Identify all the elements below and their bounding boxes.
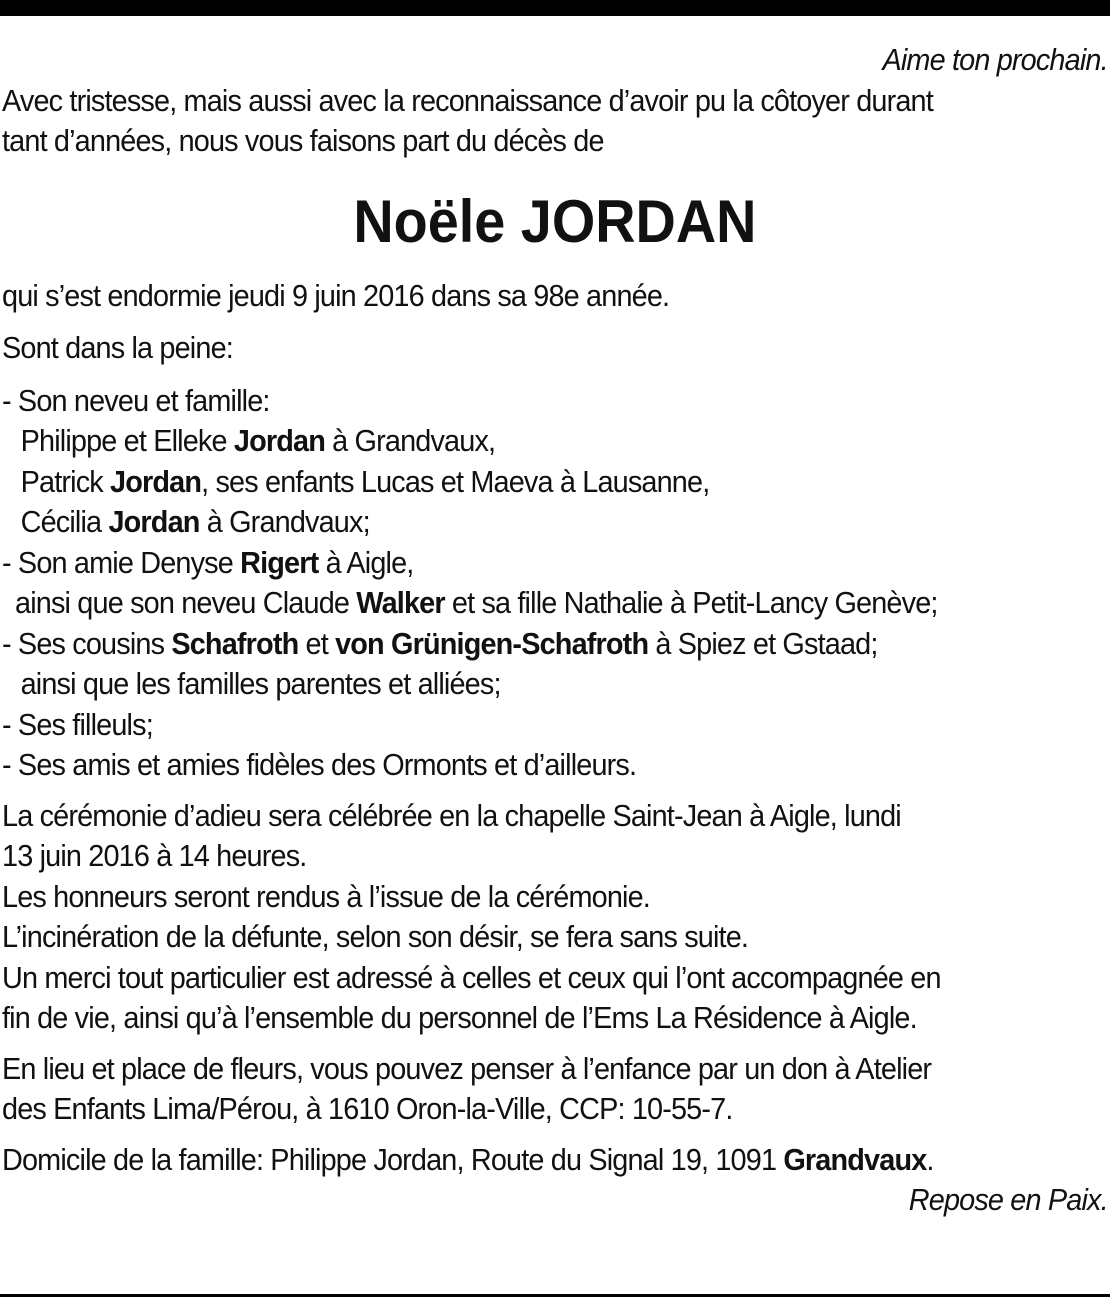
ceremony-line-4: L’incinération de la défunte, selon son désir, se fera sans suite. <box>2 919 749 954</box>
donation-paragraph <box>2 1049 1108 1130</box>
death-notice: qui s’est endormie jeudi 9 juin 2016 dans sa 98e année. <box>2 277 670 313</box>
family-line-relatives: ainsi que les familles parentes et alliées; <box>20 666 501 701</box>
ceremony-paragraph <box>2 796 1108 1039</box>
nephew-heading: - Son neveu et famille: <box>2 382 270 418</box>
intro-line-1: Avec tristesse, mais aussi avec la reconnaissance d’avoir pu la côtoyer durant <box>2 82 933 118</box>
family-list <box>2 381 1108 786</box>
intro-line-2: tant d’années, nous vous faisons part du décès de <box>2 123 604 158</box>
family-line-friends: - Ses amis et amies fidèles des Ormonts et d’ailleurs. <box>2 747 637 782</box>
obituary-notice <box>2 40 1108 1221</box>
bottom-border-rule <box>0 1294 1110 1297</box>
family-line-friend: - Son amie Denyse Rigert à Aigle, <box>2 544 414 580</box>
family-line-cecilia: Cécilia Jordan à Grandvaux; <box>20 504 370 539</box>
ceremony-line-2: 13 juin 2016 à 14 heures. <box>2 838 307 873</box>
family-line-cousins: - Ses cousins Schafroth et von Grünigen-Schafroth à Spiez et Gstaad; <box>2 625 878 661</box>
motto-bottom: Repose en Paix. <box>908 1182 1108 1217</box>
deceased-name: Noële JORDAN <box>353 187 757 255</box>
mourners-heading: Sont dans la peine: <box>2 330 233 365</box>
ceremony-line-5: Un merci tout particulier est adressé à celles et ceux qui l’ont accompagnée en <box>2 959 941 995</box>
ceremony-line-3: Les honneurs seront rendus à l’issue de la cérémonie. <box>2 878 650 914</box>
family-line-godchildren: - Ses filleuls; <box>2 706 153 742</box>
family-line-philippe: Philippe et Elleke Jordan à Grandvaux, <box>20 423 496 458</box>
family-line-patrick: Patrick Jordan, ses enfants Lucas et Maeva à Lausanne, <box>20 463 710 499</box>
ceremony-line-1: La cérémonie d’adieu sera célébrée en la chapelle Saint-Jean à Aigle, lundi <box>2 797 901 833</box>
donation-line-2: des Enfants Lima/Pérou, à 1610 Oron-la-Ville, CCP: 10-55-7. <box>2 1091 733 1126</box>
family-domicile: Domicile de la famille: Philippe Jordan, Route du Signal 19, 1091 Grandvaux. <box>2 1141 934 1177</box>
motto-top: Aime ton prochain. <box>882 42 1108 77</box>
top-border-rule <box>0 0 1110 16</box>
donation-line-1: En lieu et place de fleurs, vous pouvez penser à l’enfance par un don à Atelier <box>2 1050 932 1086</box>
ceremony-line-6: fin de vie, ainsi qu’à l’ensemble du personnel de l’Ems La Résidence à Aigle. <box>2 1000 917 1035</box>
family-line-walker: ainsi que son neveu Claude Walker et sa fille Nathalie à Petit-Lancy Genève; <box>15 585 938 620</box>
